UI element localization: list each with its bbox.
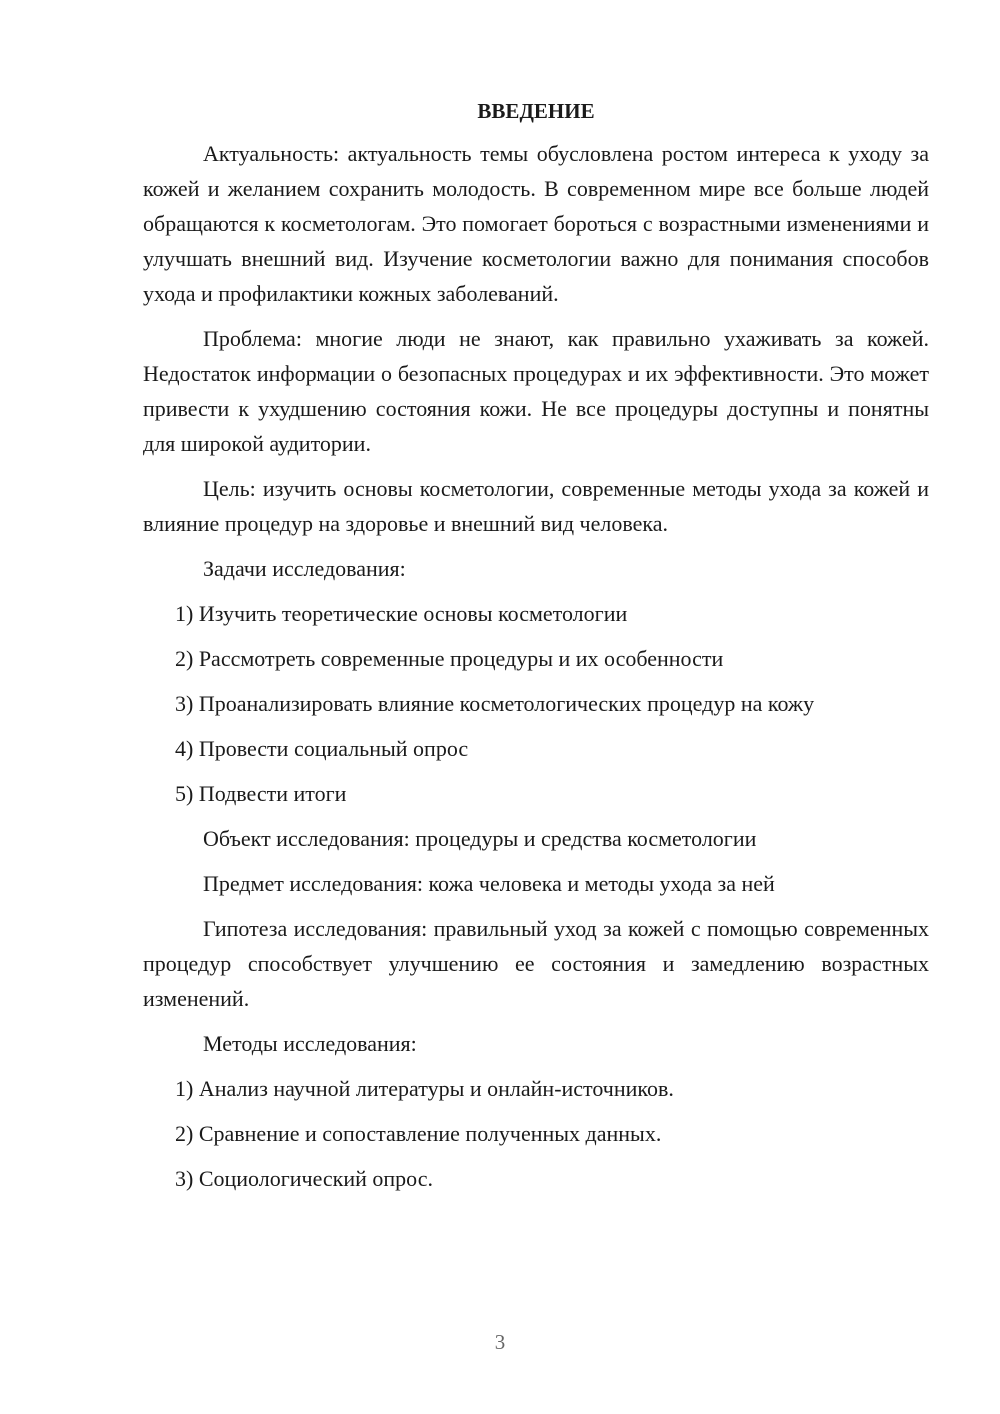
goal-paragraph: Цель: изучить основы косметологии, современные методы ухода за кожей и влияние процедур на здоровье и внешний вид человека. (143, 476, 929, 536)
document-page (143, 96, 929, 1206)
list-item: 4) Провести социальный опрос (175, 736, 469, 761)
page-title: ВВЕДЕНИЕ (477, 99, 595, 123)
subject-line: Предмет исследования: кожа человека и методы ухода за ней (203, 871, 775, 896)
page-number: 3 (494, 1330, 506, 1354)
tasks-list (143, 596, 929, 811)
list-item: 1) Изучить теоретические основы косметологии (175, 601, 628, 626)
object-line: Объект исследования: процедуры и средства косметологии (203, 826, 757, 851)
list-item: 5) Подвести итоги (175, 781, 347, 806)
hypothesis-paragraph: Гипотеза исследования: правильный уход за кожей с помощью современных процедур способствует улучшению ее состояния и замедлению возрастных изменений. (143, 916, 929, 1011)
methods-list (143, 1071, 929, 1196)
relevance-paragraph: Актуальность: актуальность темы обусловлена ростом интереса к уходу за кожей и желанием сохранить молодость. В современном мире все больше людей обращаются к косметологам. Это помогает бороться с возрастными изменениями и улучшать внешний вид. Изучение косметологии важно для понимания способов ухода и профилактики кожных заболеваний. (143, 141, 929, 306)
list-item: 3) Социологический опрос. (175, 1166, 433, 1191)
list-item: 2) Рассмотреть современные процедуры и их особенности (175, 646, 724, 671)
list-item: 1) Анализ научной литературы и онлайн-источников. (175, 1076, 674, 1101)
list-item: 3) Проанализировать влияние косметологических процедур на кожу (175, 691, 815, 716)
problem-paragraph: Проблема: многие люди не знают, как правильно ухаживать за кожей. Недостаток информации о безопасных процедурах и их эффективности. Это может привести к ухудшению состояния кожи. Не все процедуры доступны и понятны для широкой аудитории. (143, 326, 929, 456)
list-item: 2) Сравнение и сопоставление полученных данных. (175, 1121, 662, 1146)
methods-heading: Методы исследования: (203, 1031, 417, 1056)
tasks-heading: Задачи исследования: (203, 556, 406, 581)
